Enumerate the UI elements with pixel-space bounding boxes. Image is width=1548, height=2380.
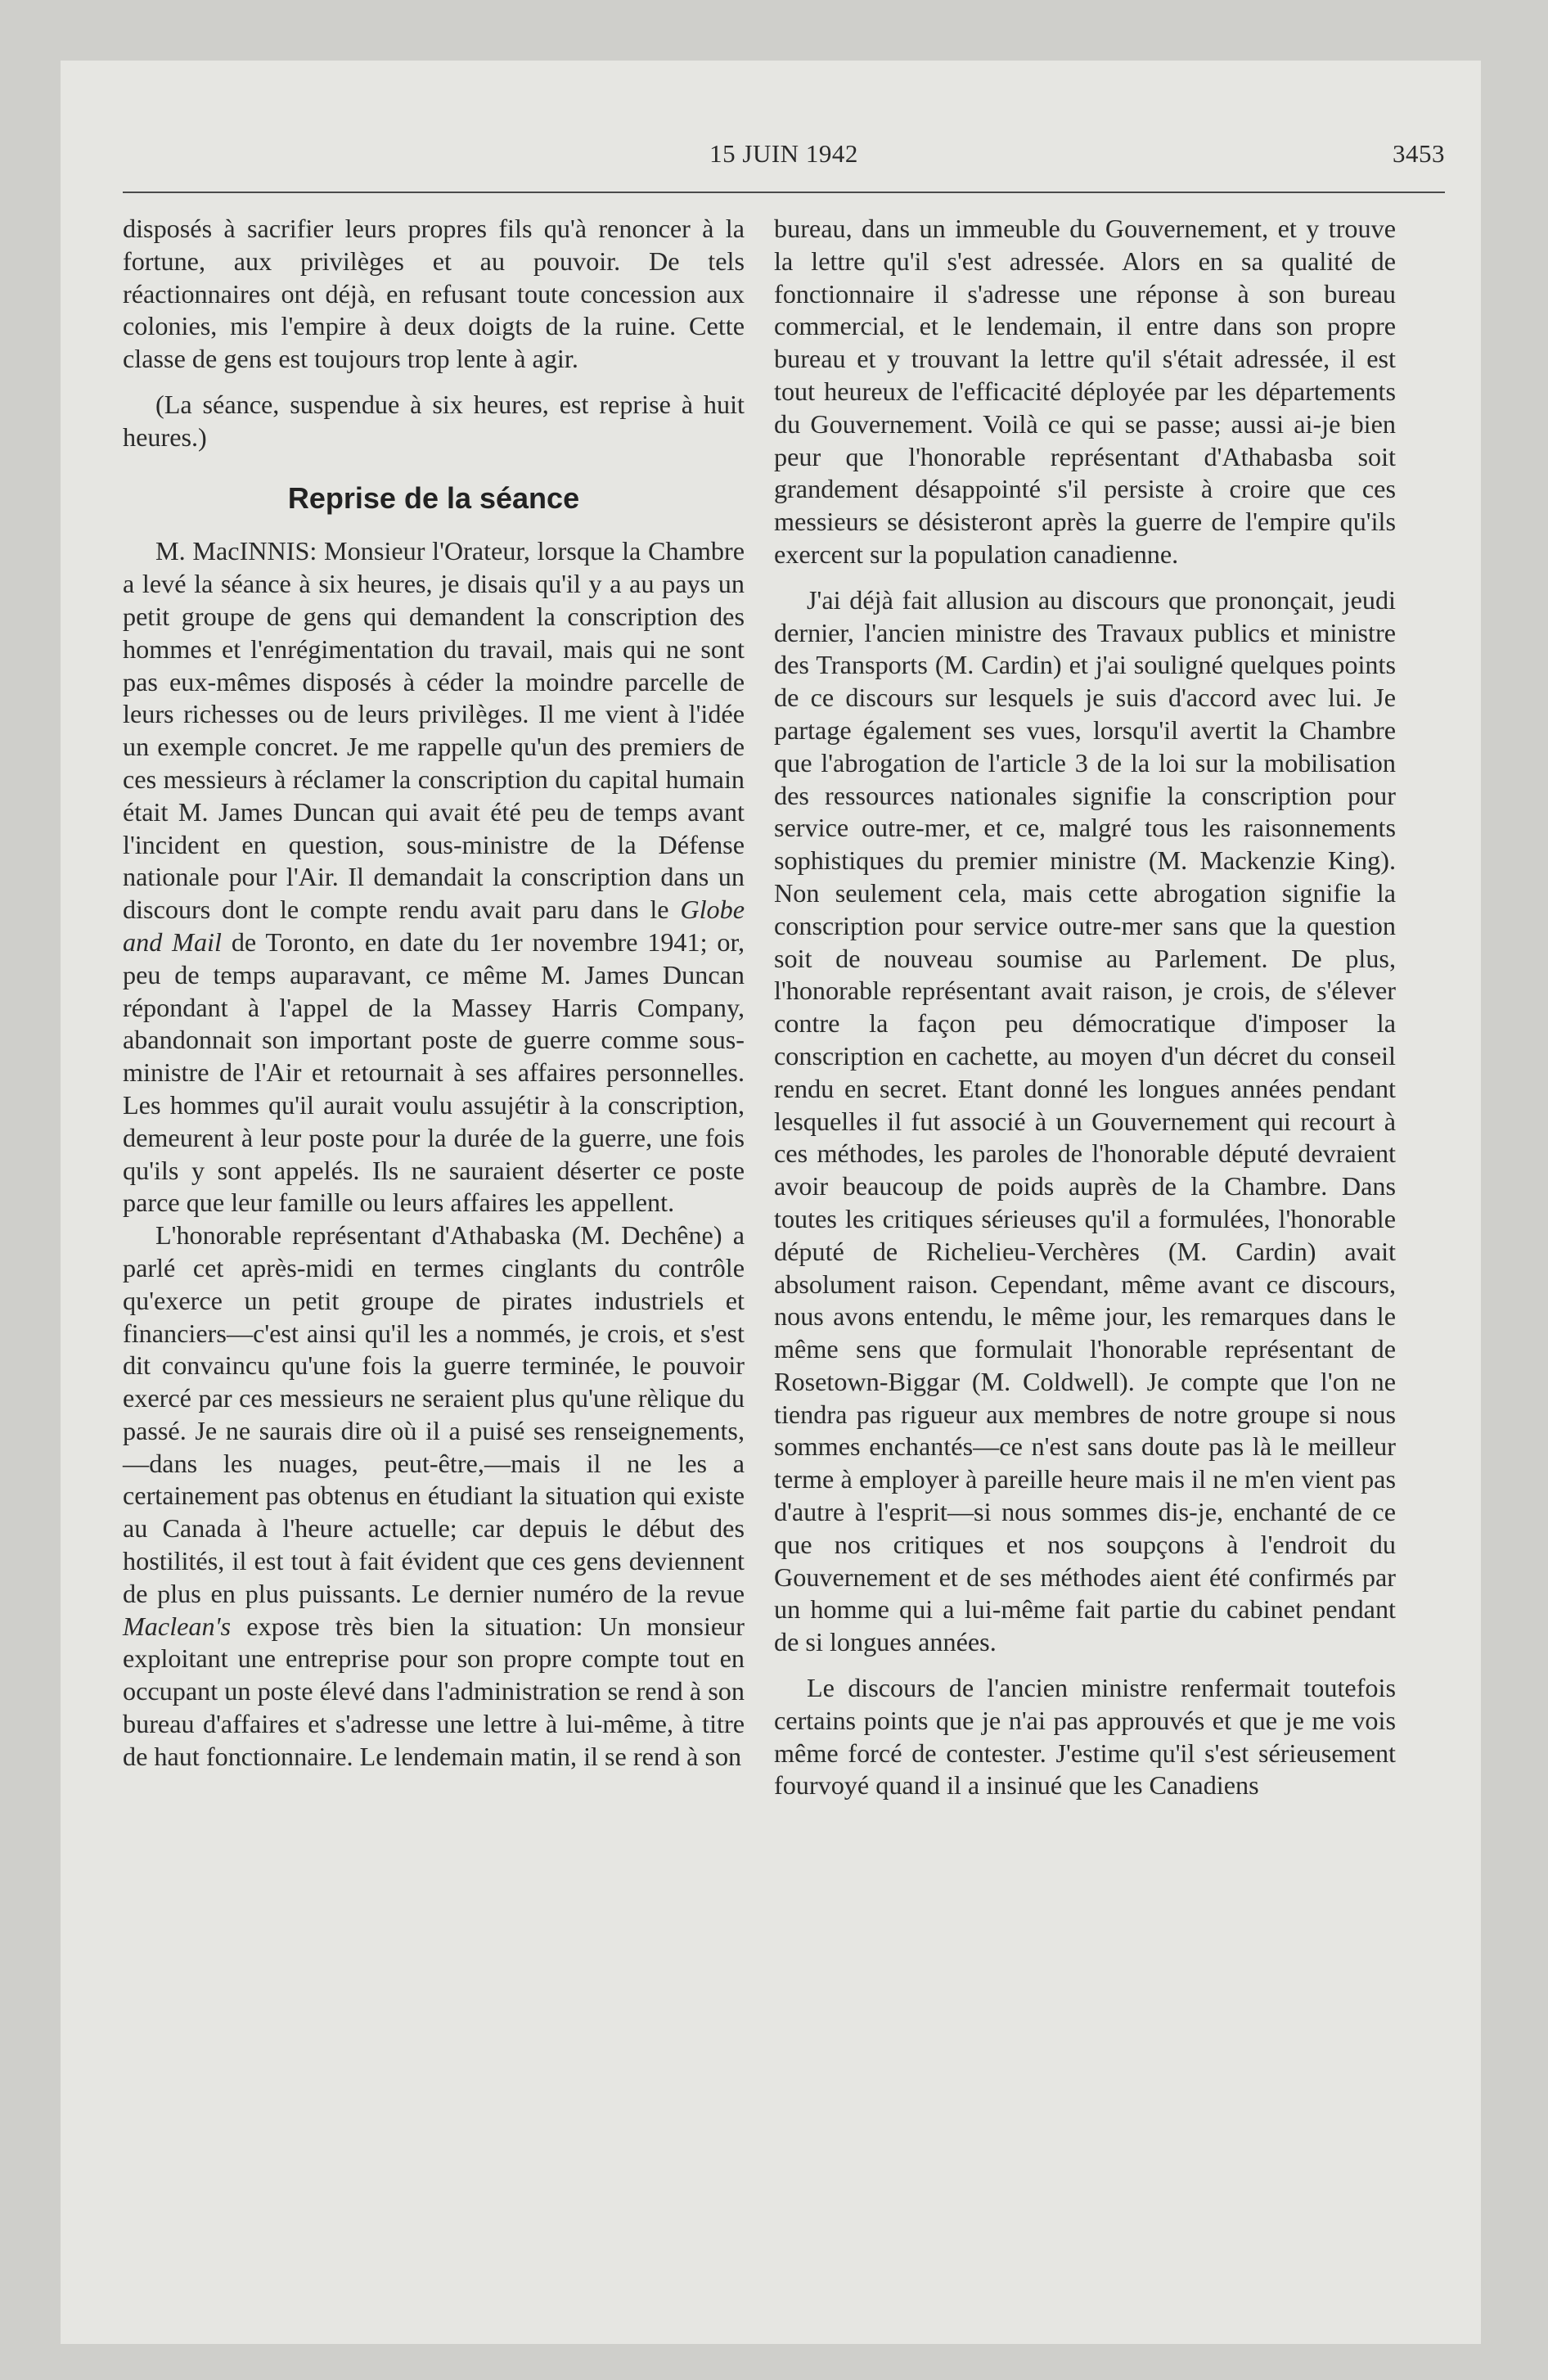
left-column — [123, 213, 745, 1774]
left-paragraph-4-text-b: expose très bien la situation: Un monsieur exploitant une entreprise pour son propre compte tout en occupant un poste élevé dans l'administration se rend à son bureau d'affaires et s'adresse une lettre à lui-même, à titre de haut fonctionnaire. Le lendemain matin, il se rend à son — [123, 1611, 745, 1771]
right-column — [774, 213, 1396, 1802]
left-paragraph-3-text-b: de Toronto, en date du 1er novembre 1941; or, peu de temps auparavant, ce même M. James Duncan répondant à l'appel de la Massey Harris Company, abandonnait son important poste de guerre comme sous-ministre de l'Air et retournait à ses affaires personnelles. Les hommes qu'il aurait voulu assujétir à la conscription, demeurent à leur poste pour la durée de la guerre, une fois qu'ils y sont appelés. Ils ne sauraient déserter ce poste parce que leur famille ou leurs affaires les appellent. — [123, 926, 745, 1218]
left-paragraph-1: disposés à sacrifier leurs propres fils qu'à renoncer à la fortune, aux privilèges et au pouvoir. De tels réactionnaires ont déjà, en refusant toute concession aux colonies, mis l'empire à deux doigts de la ruine. Cette classe de gens est toujours trop lente à agir. — [123, 214, 745, 374]
document-page — [61, 61, 1481, 2344]
left-paragraph-3 — [123, 535, 745, 1219]
newspaper-title: Globe and Mail — [123, 895, 745, 957]
left-paragraph-2: (La séance, suspendue à six heures, est reprise à huit heures.) — [123, 389, 745, 452]
magazine-title: Maclean's — [123, 1611, 232, 1641]
header-page-number: 3453 — [1393, 139, 1445, 168]
left-paragraph-4-text-a: L'honorable représentant d'Athabaska (M. Dechêne) a parlé cet après-midi en termes cinglants du contrôle qu'exerce un petit groupe de pirates industriels et financiers—c'est ainsi qu'il les a nommés, je crois, et s'est dit convaincu qu'une fois la guerre terminée, le pouvoir exercé par ces messieurs ne seraient plus qu'une rèlique du passé. Je ne saurais dire où il a puisé ses renseignements,—dans les nuages, peut-être,—mais il ne les a certainement pas obtenus en étudiant la situation qui existe au Canada à l'heure actuelle; car depuis le début des hostilités, il est tout à fait évident que ces gens deviennent de plus en plus puissants. Le dernier numéro de la revue — [123, 1220, 745, 1608]
section-heading: Reprise de la séance — [287, 480, 580, 515]
left-paragraph-3-text-a: M. MacINNIS: Monsieur l'Orateur, lorsque la Chambre a levé la séance à six heures, je disais qu'il y a au pays un petit groupe de gens qui demandent la conscription des hommes et l'enrégimentation du travail, mais qui ne sont pas eux-mêmes disposés à céder la moindre parcelle de leurs richesses ou de leurs privilèges. Il me vient à l'idée un exemple concret. Je me rappelle qu'un des premiers de ces messieurs à réclamer la conscription du capital humain était M. James Duncan qui avait été peu de temps avant l'incident en question, sous-ministre de la Défense nationale pour l'Air. Il demandait la conscription dans un discours dont le compte rendu avait paru dans le — [123, 536, 745, 925]
left-paragraph-4 — [123, 1219, 745, 1774]
right-paragraph-2: J'ai déjà fait allusion au discours que prononçait, jeudi dernier, l'ancien ministre des Travaux publics et ministre des Transports (M. Cardin) et j'ai souligné quelques points de ce discours sur lesquels je suis d'accord avec lui. Je partage également ses vues, lorsqu'il avertit la Chambre que l'abrogation de l'article 3 de la loi sur la mobilisation des ressources nationales signifie la conscription pour service outre-mer, et ce, malgré tous les raisonnements sophistiques du premier ministre (M. Mackenzie King). Non seulement cela, mais cette abrogation signifie la conscription pour service outre-mer sans que la question soit de nouveau soumise au Parlement. De plus, l'honorable représentant avait raison, je crois, de s'élever contre la façon peu démocratique d'imposer la conscription en cachette, au moyen d'un décret du conseil rendu en secret. Etant donné les longues années pendant lesquelles il fut associé à un Gouvernement qui recourt à ces méthodes, les paroles de l'honorable député devraient avoir beaucoup de poids auprès de la Chambre. Dans toutes les critiques sérieuses qu'il a formulées, l'honorable député de Richelieu-Verchères (M. Cardin) avait absolument raison. Cependant, même avant ce discours, nous avons entendu, le même jour, les remarques dans le même sens que formulait l'honorable représentant de Rosetown-Biggar (M. Coldwell). Je compte que l'on ne tiendra pas rigueur aux membres de notre groupe si nous sommes enchantés—ce n'est sans doute pas là le meilleur terme à employer à pareille heure mais il ne m'en vient pas d'autre à l'esprit—si nous sommes dis-je, enchanté de ce que nos critiques et nos soupçons à l'endroit du Gouvernement et de ses méthodes aient été confirmés par un homme qui a lui-même fait partie du cabinet pendant de si longues années. — [774, 584, 1396, 1657]
header-rule — [123, 192, 1445, 193]
right-paragraph-1: bureau, dans un immeuble du Gouvernement, et y trouve la lettre qu'il s'est adressée. Alors en sa qualité de fonctionnaire il s'adresse une réponse à son bureau commercial, et le lendemain, il entre dans son propre bureau et y trouvant la lettre qu'il s'était adressée, il est tout heureux de l'efficacité déployée par les départements du Gouvernement. Voilà ce qui se passe; aussi ai-je bien peur que l'honorable représentant d'Athabasba soit grandement désappointé s'il persiste à croire que ces messieurs se désisteront après la guerre de l'empire qu'ils exercent sur la population canadienne. — [774, 214, 1396, 569]
page-header — [123, 139, 1445, 180]
header-date: 15 JUIN 1942 — [709, 139, 858, 168]
right-paragraph-3: Le discours de l'ancien ministre renfermait toutefois certains points que je n'ai pas approuvés et que je me vois même forcé de contester. J'estime qu'il s'est sérieusement fourvoyé quand il a insinué que les Canadiens — [774, 1673, 1396, 1801]
